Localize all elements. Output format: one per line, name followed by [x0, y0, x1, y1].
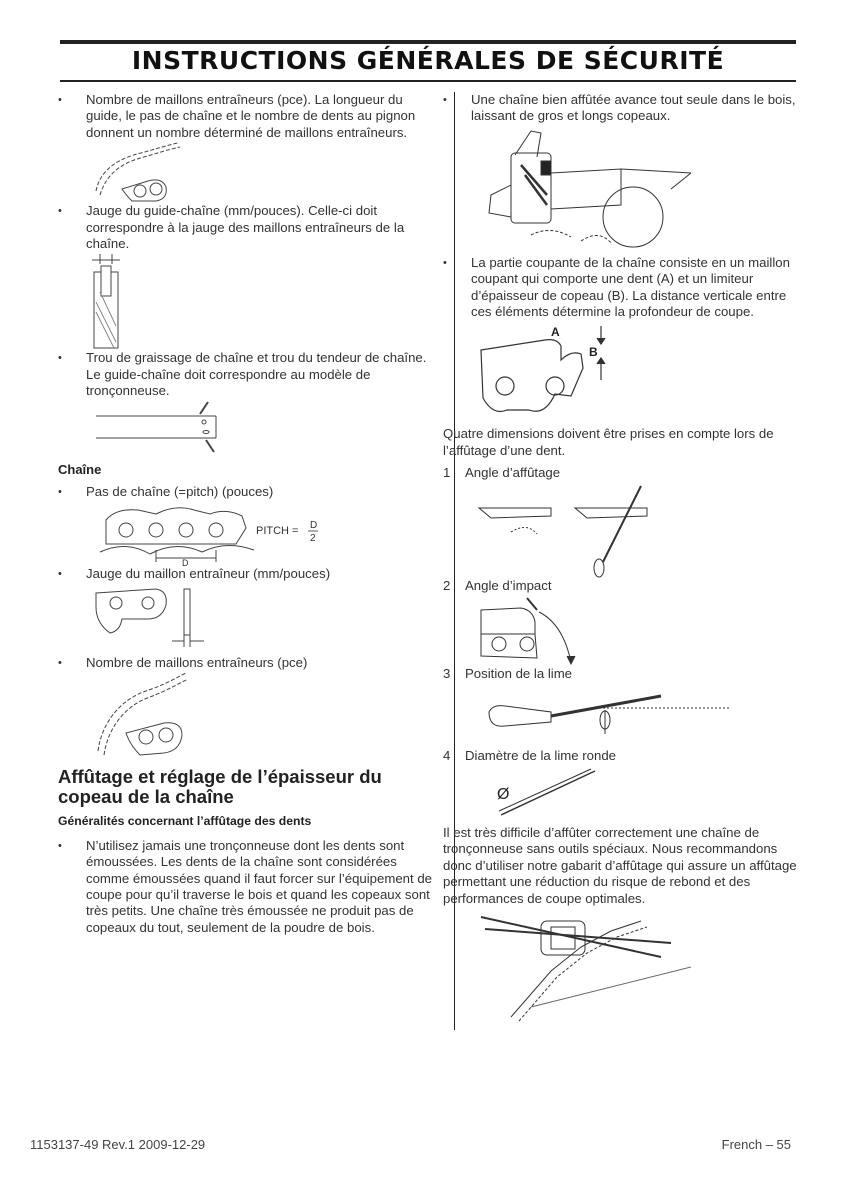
label-a: A	[551, 325, 560, 340]
page-title: INSTRUCTIONS GÉNÉRALES DE SÉCURITÉ	[131, 46, 725, 75]
lube-hole-bullet: • Trou de graissage de chaîne et trou du tendeur de chaîne. Le guide-chaîne doit correspondre au modèle de tronçonneuse.	[58, 350, 438, 399]
item-file-diameter	[443, 748, 801, 764]
left-column	[58, 92, 438, 936]
footer-page-number: French – 55	[721, 1137, 791, 1152]
dull-chain-bullet: • N’utilisez jamais une tronçonneuse dont les dents sont émoussées. Les dents de la chaîne sont considérées comme émoussées quand il faut forcer sur l’équipement de coupe pour qu’il traverse le bois et quand les copeaux sont très petits. Une chaîne très émoussée ne produit pas de copeaux du tout, seulement de la poudre de bois.	[58, 838, 438, 936]
right-column	[443, 92, 801, 1027]
pitch-formula-label: PITCH =	[256, 525, 299, 538]
item-number: 1	[443, 465, 451, 481]
chain-pitch-bullet: • Pas de chaîne (=pitch) (pouces)	[58, 484, 438, 500]
footer-doc-id: 1153137-49 Rev.1 2009-12-29	[30, 1137, 206, 1152]
four-dimensions-paragraph: Quatre dimensions doivent être prises en compte lors de l’affûtage d’une dent.	[443, 426, 774, 458]
item-impact-angle	[443, 578, 801, 594]
bar-gauge-bullet: • Jauge du guide-chaîne (mm/pouces). Celle-ci doit correspondre à la jauge des maillons entraîneurs de la chaîne.	[58, 203, 438, 252]
drive-link-gauge-bullet: • Jauge du maillon entraîneur (mm/pouces)	[58, 566, 438, 582]
cutter-depth-illustration	[471, 320, 631, 420]
sharpening-subsection-title: Généralités concernant l’affûtage des dents	[58, 814, 312, 829]
drive-links-count-bullet: • Nombre de maillons entraîneurs (pce)	[58, 655, 438, 671]
chain-heading: Chaîne	[58, 461, 102, 477]
diameter-symbol: Ø	[497, 785, 510, 803]
item-label: Angle d’affûtage	[465, 465, 561, 481]
chain-links-illustration	[86, 141, 236, 203]
drive-link-gauge-illustration	[86, 583, 236, 649]
drive-links-bullet: • Nombre de maillons entraîneurs (pce). La longueur du guide, le pas de chaîne et le nombre de dents au pignon donnent un nombre déterminé de maillons entraîneurs.	[58, 92, 438, 141]
sharpening-gauge-illustration	[471, 907, 691, 1027]
item-label: Diamètre de la lime ronde	[465, 748, 616, 764]
header-rule-top	[60, 40, 796, 44]
pitch-d-dimension: D	[182, 558, 189, 567]
item-number: 3	[443, 666, 451, 682]
item-label: Angle d’impact	[465, 577, 552, 593]
item-label: Position de la lime	[465, 666, 573, 682]
bar-holes-illustration	[86, 400, 246, 456]
bar-gauge-illustration	[86, 252, 146, 350]
pitch-2-label: 2	[310, 533, 316, 545]
pitch-d-label: D	[310, 520, 318, 532]
cutting-link-bullet: • La partie coupante de la chaîne consiste en un maillon coupant qui comporte une dent (A) et un limiteur d’épaisseur de copeau (B). La distance verticale entre ces éléments détermine la profondeur de coupe.	[443, 255, 801, 321]
label-b: B	[589, 345, 598, 360]
special-tools-paragraph: Il est très difficile d’affûter correctement une chaîne de tronçonneuse sans outils spéciaux. Nous recommandons donc d’utiliser notre gabarit d’affûtage qui assure un affûtage permettant une réduction du risque de rebond et des performances de coupe optimales.	[443, 824, 797, 906]
item-sharpening-angle	[443, 465, 801, 481]
item-number: 4	[443, 748, 451, 764]
impact-angle-illustration	[471, 594, 671, 666]
chain-links-illustration-2	[86, 671, 236, 761]
item-number: 2	[443, 577, 451, 593]
sharp-chain-cutting-illustration	[471, 125, 691, 255]
sharpening-section-title: Affûtage et réglage de l’épaisseur du copeau de la chaîne	[58, 766, 382, 808]
item-file-position	[443, 666, 801, 682]
sharpening-angle-illustration	[471, 482, 671, 578]
file-position-illustration	[471, 682, 731, 748]
chain-pitch-illustration	[86, 500, 346, 566]
header-rule-bottom	[60, 80, 796, 82]
file-diameter-illustration	[471, 765, 671, 821]
sharp-chain-bullet: • Une chaîne bien affûtée avance tout seule dans le bois, laissant de gros et longs copeaux.	[443, 92, 801, 125]
